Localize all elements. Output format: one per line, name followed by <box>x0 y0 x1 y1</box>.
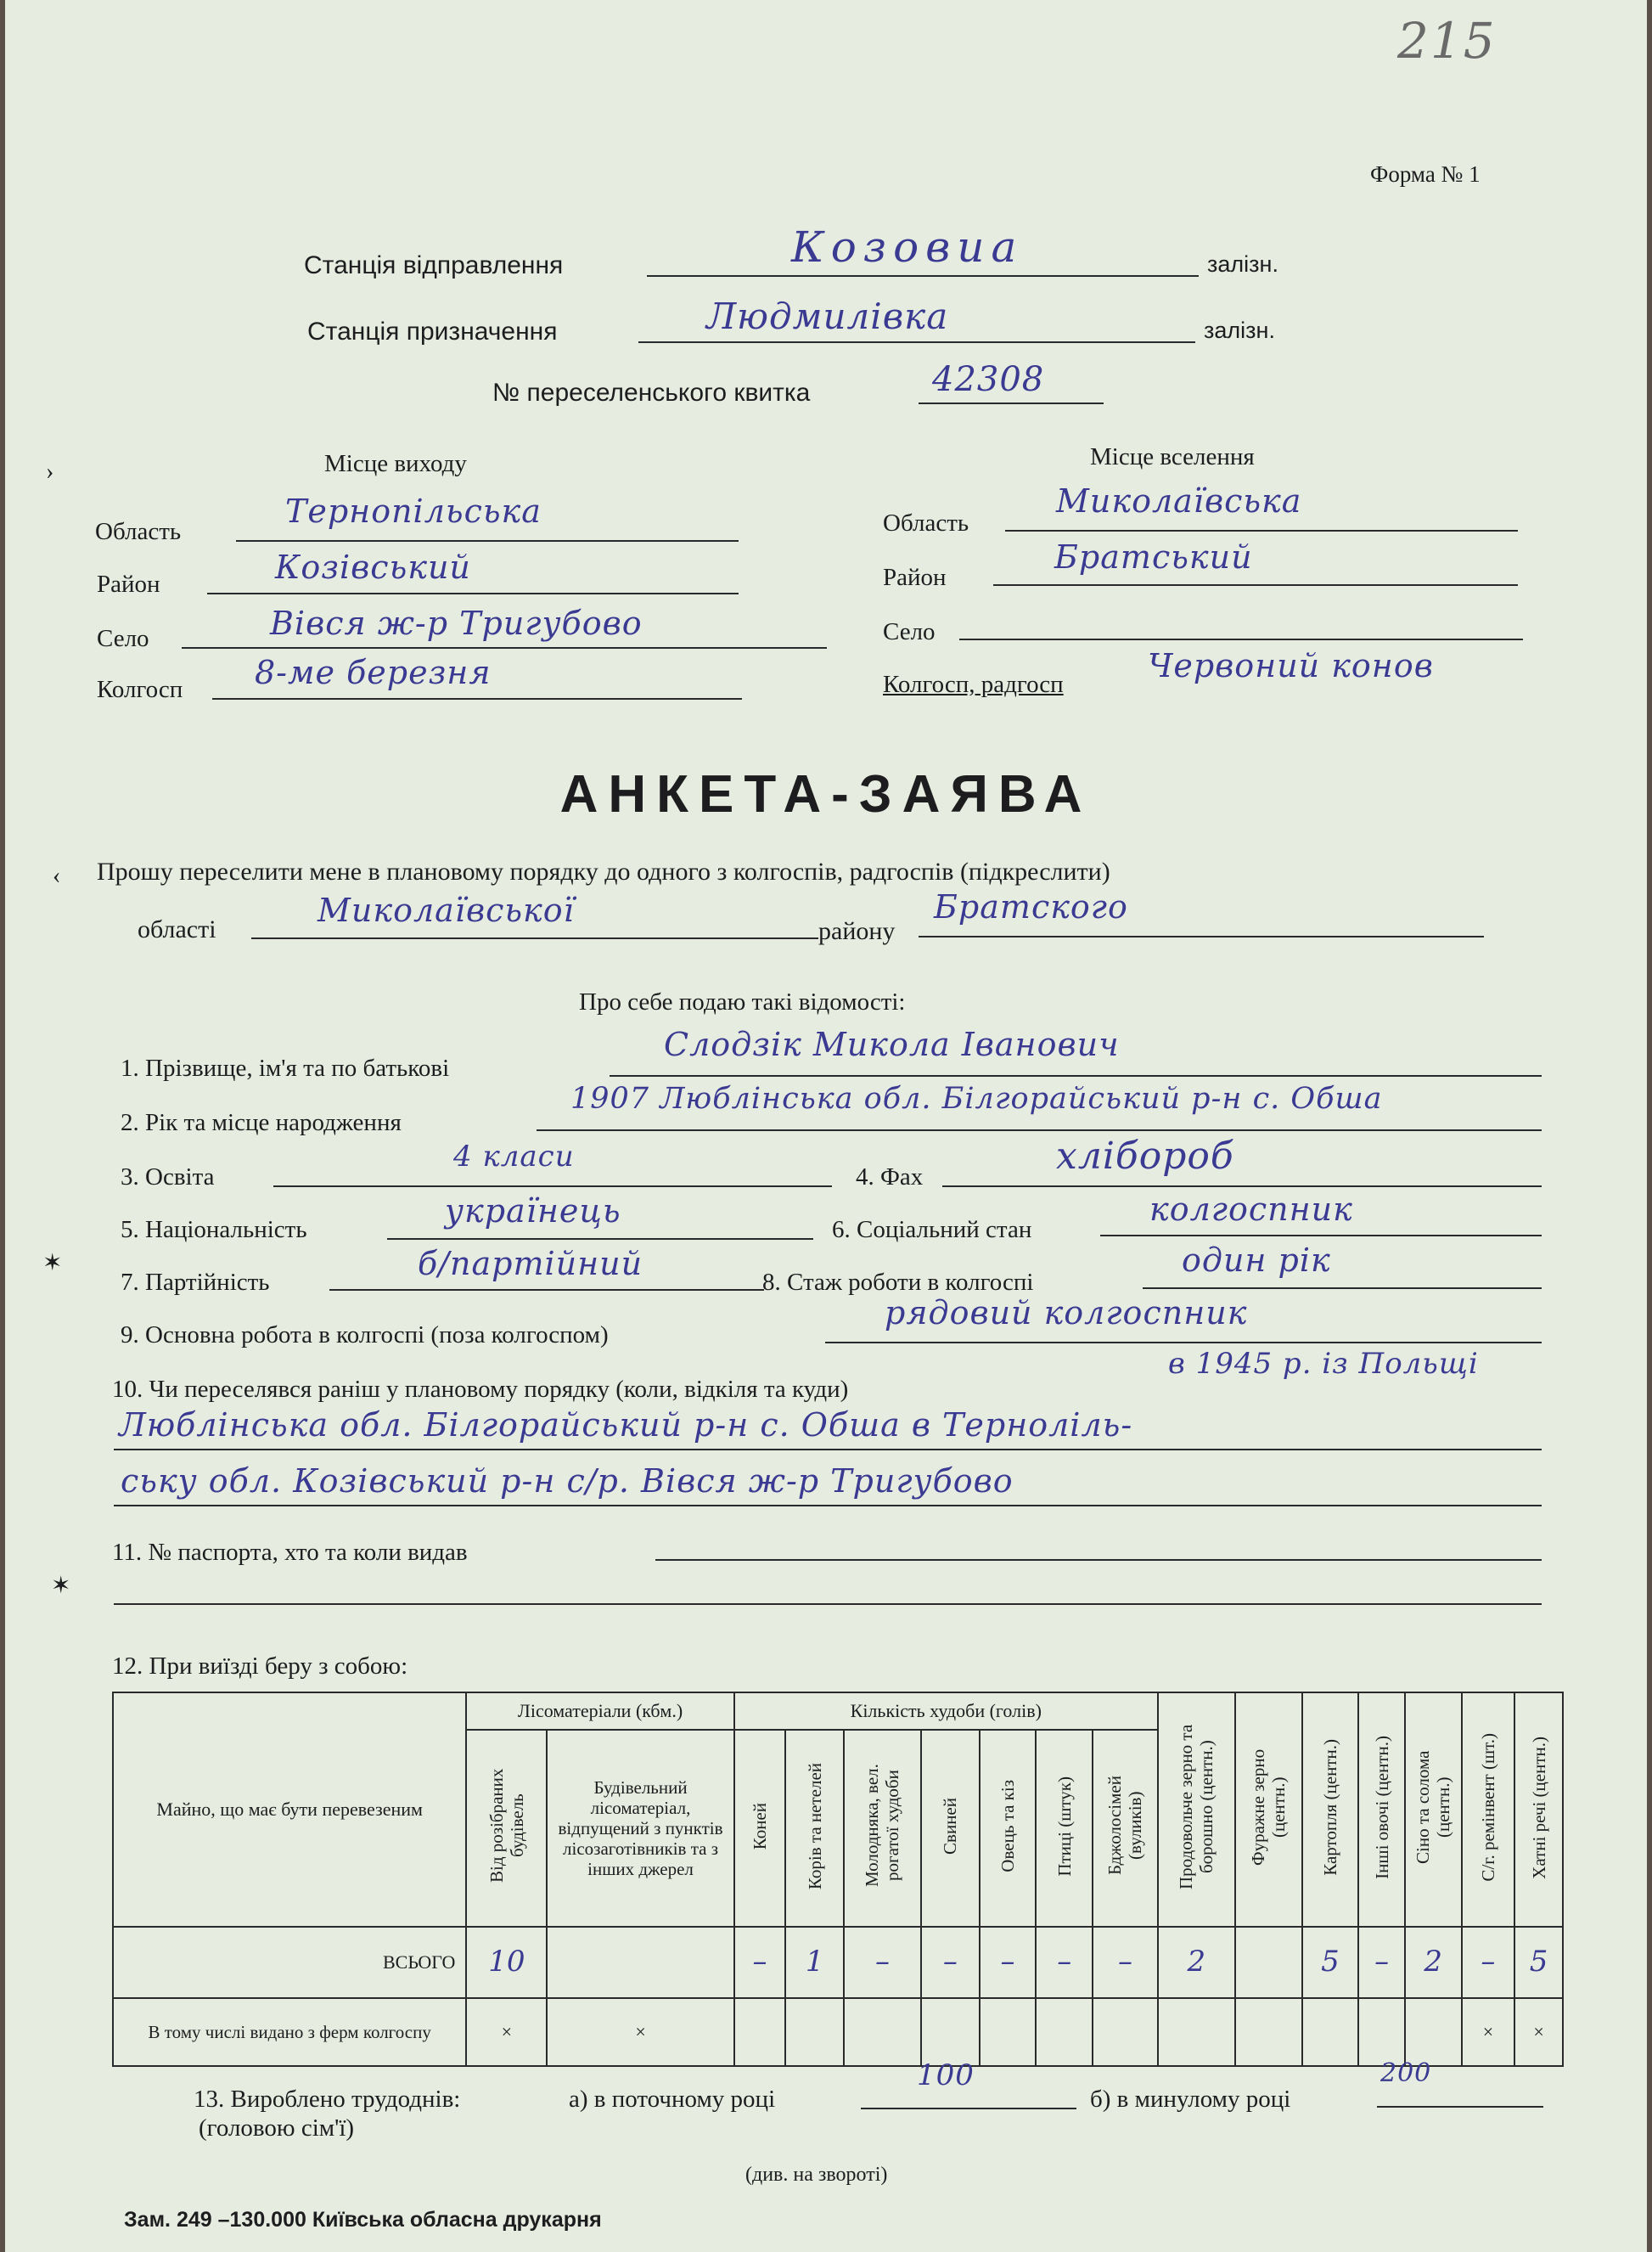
field-12-label: 12. При виїзді беру з собою: <box>112 1652 408 1680</box>
table-cell: – <box>1358 1927 1405 1998</box>
origin-kolhosp-value: 8-ме березня <box>255 654 492 691</box>
col-hay: Сіно та солома (центн.) <box>1413 1750 1454 1865</box>
field-10-value-2: Люблінська обл. Білгорайський р-н с. Обша в Терноліль- <box>119 1406 1133 1444</box>
field-6-label: 6. Соціальний стан <box>832 1216 1032 1243</box>
field-3-value: 4 класи <box>453 1140 575 1174</box>
form-number: Форма № 1 <box>1370 161 1481 187</box>
field-6-value: колгоспник <box>1149 1191 1353 1228</box>
row-total <box>113 1927 1563 1998</box>
field-9-value: рядовий колгоспник <box>885 1294 1248 1331</box>
field-4-label: 4. Фах <box>856 1163 924 1191</box>
field-8-label: 8. Стаж роботи в колгоспі <box>762 1269 1034 1296</box>
info-heading: Про себе подаю такі відомості: <box>579 988 906 1016</box>
table-cell <box>1405 1998 1462 2066</box>
table-cell: × <box>547 1998 733 2066</box>
destination-station-value: Людмилівка <box>706 296 949 337</box>
table-cell: 5 <box>1514 1927 1563 1998</box>
origin-selo-value: Вівся ж-р Тригубово <box>270 605 643 642</box>
destination-suffix: залізн. <box>1204 318 1275 343</box>
col-pigs: Свиней <box>940 1797 961 1855</box>
origin-raion-label: Район <box>97 571 160 598</box>
field-4-value: хлібороб <box>1056 1134 1234 1178</box>
dest-raion-label: Район <box>883 564 947 591</box>
ticket-label: № переселенського квитка <box>492 379 811 407</box>
table-cell: – <box>921 1927 980 1998</box>
workdays-sub: (головою сім'ї) <box>199 2114 355 2142</box>
departure-suffix: залізн. <box>1207 251 1278 277</box>
table-cell <box>734 1998 786 2066</box>
reverse-note: (див. на звороті) <box>745 2164 888 2186</box>
field-8-value: один рік <box>1182 1241 1331 1279</box>
dest-kolhosp-label: Колгосп, радгосп <box>883 671 1064 698</box>
field-10-label: 10. Чи переселявся раніш у плановому порядку (коли, відкіля та куди) <box>112 1376 849 1403</box>
table-cell <box>921 1998 980 2066</box>
row-farm-label: В тому числі видано з ферм колгоспу <box>148 2021 431 2042</box>
table-cell <box>1093 1998 1158 2066</box>
dest-kolhosp-value: Червоний конов <box>1148 647 1434 684</box>
table-cell <box>1358 1998 1405 2066</box>
workdays-previous-value: 200 <box>1380 2058 1432 2088</box>
dest-heading: Місце вселення <box>1090 443 1255 470</box>
field-9-label: 9. Основна робота в колгоспі (поза колгоспом) <box>121 1321 609 1348</box>
request-raion-value: Братского <box>934 888 1128 926</box>
table-cell: – <box>980 1927 1037 1998</box>
col-food-grain: Продовольче зерно та борошно (центн.) <box>1176 1725 1217 1890</box>
destination-station-label: Станція призначення <box>307 318 558 346</box>
origin-raion-value: Козівський <box>275 549 471 586</box>
dest-raion-value: Братський <box>1054 538 1253 576</box>
table-cell <box>1235 1998 1302 2066</box>
dest-oblast-label: Область <box>883 510 969 537</box>
table-cell: – <box>844 1927 921 1998</box>
request-oblast-label: області <box>138 915 216 943</box>
request-oblast-value: Миколаївської <box>317 892 575 929</box>
col-potatoes: Картопля (центн.) <box>1319 1739 1340 1876</box>
form-page <box>5 0 1647 2252</box>
table-cell <box>980 1998 1037 2066</box>
group-livestock: Кількість худоби (голів) <box>850 1700 1042 1722</box>
field-7-value: б/партійний <box>418 1245 643 1282</box>
document-title: АНКЕТА-ЗАЯВА <box>559 765 1093 824</box>
binding-mark: ✶ <box>42 1250 63 1276</box>
col-building-lumber: Будівельний лісоматеріал, відпущений з пунктів лісозаготівників та з інших джерел <box>558 1776 723 1880</box>
goods-table <box>112 1692 1564 2067</box>
col-poultry: Птиці (штук) <box>1054 1776 1075 1877</box>
origin-heading: Місце виходу <box>324 450 467 477</box>
table-cell <box>547 1927 733 1998</box>
workdays-current-label: а) в поточному році <box>569 2086 776 2113</box>
table-cell: – <box>1093 1927 1158 1998</box>
table-cell: 2 <box>1405 1927 1462 1998</box>
dest-selo-label: Село <box>883 618 936 645</box>
binding-mark: ‹ <box>53 863 61 889</box>
field-1-value: Слодзік Микола Іванович <box>664 1026 1120 1063</box>
col-inventory: С/г. ремінвент (шт.) <box>1477 1733 1498 1882</box>
field-7-label: 7. Партійність <box>121 1269 270 1296</box>
archive-number: 215 <box>1397 12 1497 70</box>
field-3-label: 3. Освіта <box>121 1163 215 1191</box>
request-text: Прошу переселити мене в плановому порядку до одного з колгоспів, радгоспів (підкреслити) <box>97 858 1110 886</box>
field-5-label: 5. Національність <box>121 1216 307 1243</box>
col-horses: Коней <box>749 1802 770 1850</box>
binding-mark: ✶ <box>51 1573 71 1599</box>
table-cell: – <box>1462 1927 1515 1998</box>
field-10-value-3: ську обл. Козівський р-н с/р. Вівся ж-р Тригубово <box>121 1462 1014 1500</box>
col-bees: Бджолосімей (вуликів) <box>1104 1776 1146 1876</box>
table-cell: – <box>1036 1927 1093 1998</box>
table-cell: – <box>734 1927 786 1998</box>
ticket-value: 42308 <box>932 360 1045 399</box>
workdays-previous-label: б) в минулому році <box>1090 2086 1291 2113</box>
col-property: Майно, що має бути перевезеним <box>156 1798 423 1820</box>
table-cell: × <box>1462 1998 1515 2066</box>
table-cell: × <box>1514 1998 1563 2066</box>
field-10-value-1: в 1945 р. із Польщі <box>1168 1347 1479 1381</box>
field-11-label: 11. № паспорта, хто та коли видав <box>112 1539 468 1566</box>
workdays-current-value: 100 <box>917 2058 975 2092</box>
table-cell <box>1158 1998 1235 2066</box>
col-sheep: Овець та кіз <box>997 1780 1018 1872</box>
table-cell <box>1302 1998 1359 2066</box>
field-2-value: 1907 Люблінська обл. Білгорайський р-н с. Обша <box>570 1082 1383 1116</box>
col-cows: Корів та нетелей <box>804 1762 825 1889</box>
field-5-value: українець <box>445 1192 621 1230</box>
table-cell <box>1036 1998 1093 2066</box>
table-cell: 10 <box>466 1927 547 1998</box>
table-cell: 5 <box>1302 1927 1359 1998</box>
table-cell <box>844 1998 921 2066</box>
col-household: Хатні речі (центн.) <box>1528 1736 1549 1879</box>
request-raion-label: району <box>818 917 896 945</box>
field-1-label: 1. Прізвище, ім'я та по батькові <box>121 1055 450 1082</box>
origin-oblast-value: Тернопільська <box>285 493 542 530</box>
col-dismantled: Від розібраних будівель <box>486 1769 527 1883</box>
workdays-label: 13. Вироблено трудоднів: <box>194 2086 461 2113</box>
origin-selo-label: Село <box>97 625 149 652</box>
origin-oblast-label: Область <box>95 518 182 545</box>
binding-mark: › <box>46 459 54 485</box>
field-2-label: 2. Рік та місце народження <box>121 1109 402 1136</box>
row-farm <box>113 1998 1563 2066</box>
col-feed-grain: Фуражне зерно (центн.) <box>1248 1748 1290 1866</box>
table-cell <box>785 1998 844 2066</box>
col-young-cattle: Молодняка, вел. рогатої худоби <box>862 1764 903 1888</box>
print-footer: Зам. 249 –130.000 Київська обласна друкарня <box>124 2208 602 2232</box>
row-total-label: ВСЬОГО <box>382 1951 456 1973</box>
table-cell <box>1235 1927 1302 1998</box>
departure-station-label: Станція відправлення <box>304 251 564 279</box>
dest-oblast-value: Миколаївська <box>1056 482 1302 520</box>
table-cell: 1 <box>785 1927 844 1998</box>
col-vegetables: Інші овочі (центн.) <box>1371 1736 1392 1879</box>
origin-kolhosp-label: Колгосп <box>97 676 183 703</box>
table-cell: 2 <box>1158 1927 1235 1998</box>
departure-station-value: Козовиа <box>791 222 1024 272</box>
table-cell: × <box>466 1998 547 2066</box>
group-lumber: Лісоматеріали (кбм.) <box>517 1700 683 1722</box>
